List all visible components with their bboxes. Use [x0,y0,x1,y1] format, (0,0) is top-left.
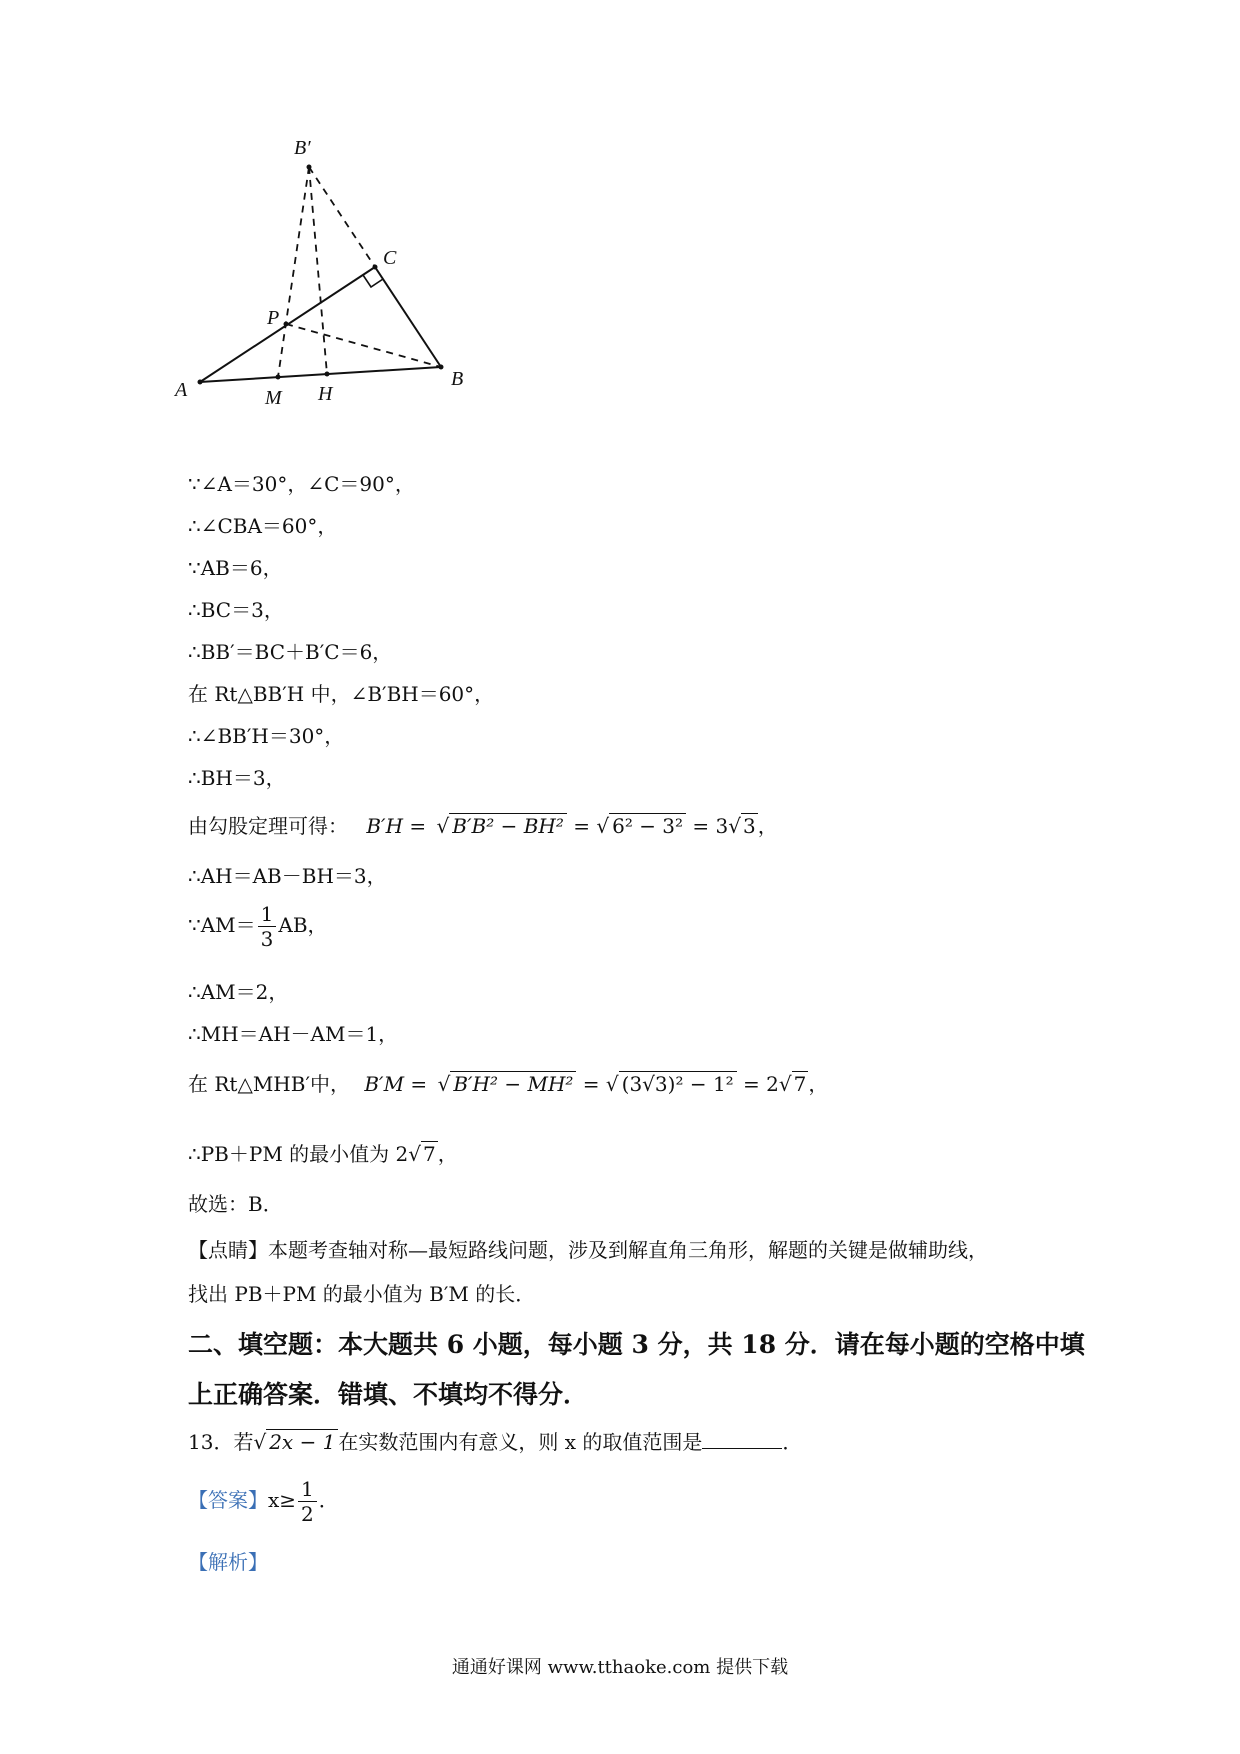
answer-blank [702,1430,782,1449]
segment-AB [200,367,441,382]
label-H: H [318,383,333,405]
line-3: ∵AB＝6， [188,556,283,580]
line-11-prefix: ∵AM＝ [188,913,256,937]
punctuation: ． [782,1430,803,1454]
answer-value: x≥ [268,1488,297,1512]
punctuation: ， [437,1142,458,1166]
triangle-figure [175,137,545,460]
line-15 [188,1140,458,1168]
line-11 [188,900,328,951]
sqrt-expression: √ B′B² − BH² [437,814,567,838]
point-H [325,372,330,377]
line-15-prefix: ∴PB＋PM 的最小值为 2 [188,1142,409,1166]
section-heading-line-1: 二、填空题：本大题共 6 小题，每小题 3 分，共 18 分．请在每小题的空格中填 [188,1330,1085,1359]
punctuation: ． [318,1488,339,1512]
line-5: ∴BB′＝BC＋B′C＝6， [188,640,393,664]
line-10: ∴AH＝AB－BH＝3， [188,864,387,888]
label-C: C [383,247,397,269]
point-C [373,265,378,270]
footer-text: 通通好课网 www.tthaoke.com 提供下载 [451,1657,789,1678]
segment-Bprime-C [309,167,375,267]
line-11-suffix: AB， [278,913,328,937]
sqrt-expression: √ 2x − 1 [253,1429,338,1454]
analysis-label: 【解析】 [188,1550,268,1574]
equals-sign: = [582,1072,600,1096]
sqrt-expression: √ 7 [778,1072,807,1096]
line-6: 在 Rt△BB′H 中，∠B′BH＝60°， [188,682,495,706]
line-2: ∴∠CBA＝60°， [188,514,338,538]
sqrt-expression: √ B′H² − MH² [438,1072,577,1096]
fraction-one-half: $\frac{1}{2}$ [298,1477,317,1526]
punctuation: ， [757,814,778,838]
sqrt-expression: √ 6² − 3² [596,813,686,838]
line-7: ∴∠BB′H＝30°， [188,724,345,748]
segment-Bprime-M [278,167,309,377]
result-coefficient: = 2 [743,1072,779,1096]
question-13 [188,1428,802,1456]
question-13-prefix: 13．若 [188,1430,254,1454]
line-1: ∵∠A＝30°，∠C＝90°， [188,472,415,496]
key-points-line-1: 【点睛】本题考查轴对称—最短路线问题，涉及到解直角三角形，解题的关键是做辅助线， [188,1238,988,1262]
point-B-prime [307,165,312,170]
line-8: ∴BH＝3， [188,766,286,790]
key-points-line-2: 找出 PB＋PM 的最小值为 B′M 的长． [188,1282,536,1306]
line-9-lhs: B′H = [366,814,427,838]
line-14-prefix: 在 Rt△MHB′中， [188,1072,350,1096]
line-13: ∴MH＝AH－AM＝1， [188,1022,399,1046]
sqrt-expression: √ 7 [408,1142,436,1166]
line-9 [188,812,778,840]
line-12: ∴AM＝2， [188,980,289,1004]
segment-Bprime-H [309,167,327,374]
point-A [198,380,203,385]
line-9-prefix: 由勾股定理可得： [188,814,348,838]
label-M: M [265,387,282,409]
fraction-one-third: $\frac{1}{3}$ [258,902,277,951]
result-coefficient: = 3 [692,814,729,838]
point-M [276,375,281,380]
point-P [284,322,289,327]
line-4: ∴BC＝3， [188,598,284,622]
label-A: A [175,379,188,401]
label-P: P [267,307,280,329]
question-13-text: 在实数范围内有意义，则 x 的取值范围是 [338,1430,703,1454]
section-heading-line-2: 上正确答案．错填、不填均不得分． [188,1380,589,1409]
punctuation: ， [808,1072,829,1096]
line-16: 故选：B． [188,1192,283,1216]
answer-label: 【答案】 [188,1488,268,1512]
equals-sign: = [573,814,590,838]
sqrt-expression: √ 3 [728,814,756,838]
answer-line [188,1474,339,1526]
right-angle-mark [363,275,383,287]
line-14 [188,1070,828,1098]
sqrt-expression: √ (3√3)² − 1² [606,1071,737,1096]
label-B-prime: B′ [294,137,311,159]
point-B [439,365,444,370]
label-B: B [451,368,464,390]
line-14-lhs: B′M = [364,1072,428,1096]
segment-CB [375,267,441,367]
